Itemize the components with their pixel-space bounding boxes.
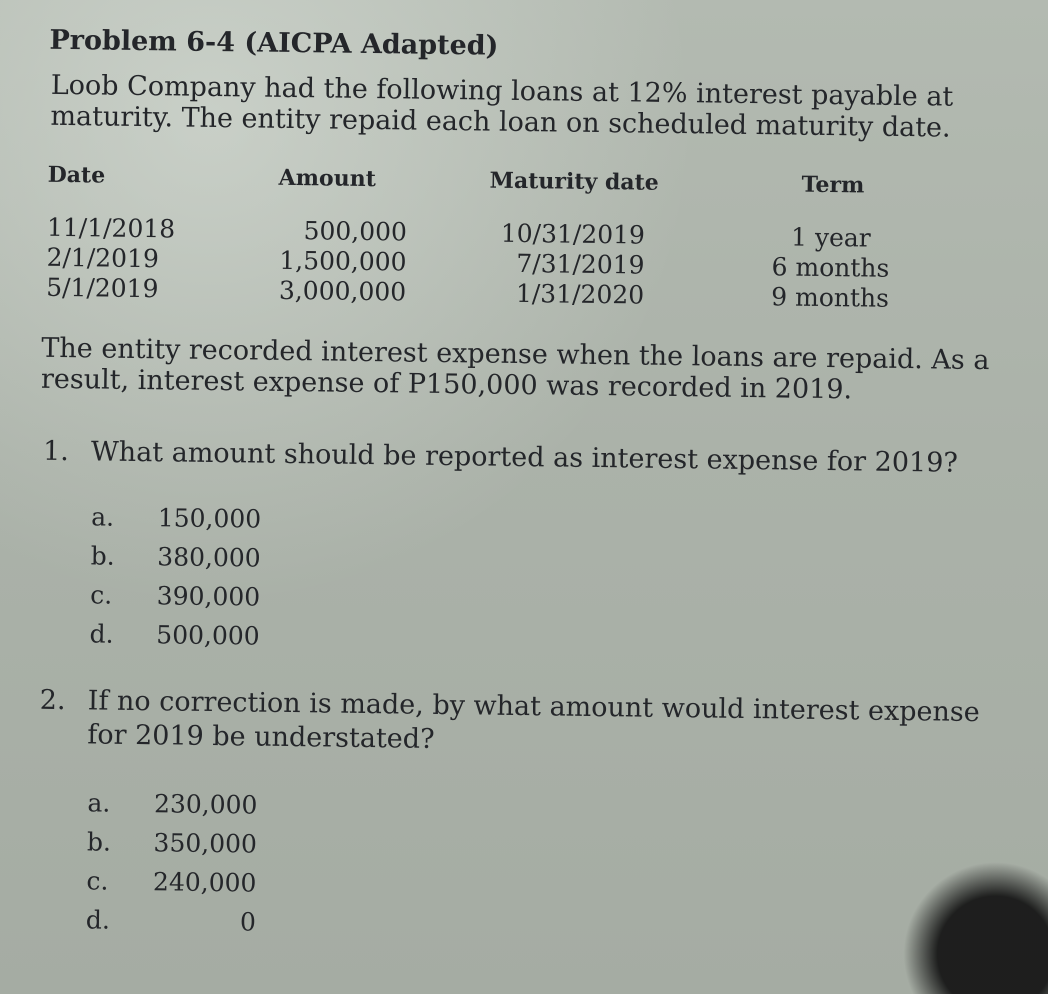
choice-value: 380,000 [157, 542, 261, 573]
maturity-date-column [492, 219, 645, 311]
amount-column [258, 216, 407, 308]
table-cell-date: 2/1/2019 [46, 242, 160, 274]
choice-b [87, 822, 327, 864]
question-number: 2. [39, 684, 66, 717]
question-2 [39, 684, 990, 755]
choice-letter: c. [89, 580, 113, 610]
table-cell-maturity-date: 7/31/2019 [516, 248, 645, 280]
choice-letter: a. [91, 502, 115, 532]
table-cell-maturity-date: 1/31/2020 [515, 278, 645, 310]
choice-value: 390,000 [156, 581, 261, 612]
question-1 [42, 435, 993, 479]
choice-value: 240,000 [152, 867, 257, 898]
term-column-header: Term [801, 171, 865, 199]
interest-recording-paragraph: The entity recorded interest expense when the loans are repaid. As a result, interest expense of P150,000 was recorded in 2019. [40, 332, 990, 406]
question-2-choices [86, 783, 328, 942]
choice-letter: b. [86, 827, 112, 857]
choice-d [89, 614, 329, 656]
choice-value: 230,000 [153, 789, 258, 820]
choice-a [91, 497, 331, 539]
question-1-choices [89, 497, 331, 656]
maturity-date-column-header: Maturity date [489, 167, 659, 196]
question-number: 1. [42, 435, 70, 468]
loans-table [46, 162, 968, 329]
amount-column-header: Amount [278, 164, 377, 193]
table-cell-term: 6 months [771, 252, 890, 283]
choice-value: 0 [239, 907, 257, 937]
table-cell-amount: 1,500,000 [279, 245, 407, 277]
choice-letter: d. [85, 905, 111, 935]
table-cell-maturity-date: 10/31/2019 [500, 218, 646, 250]
table-cell-amount: 3,000,000 [278, 275, 407, 307]
choice-a [87, 783, 327, 825]
date-column [46, 213, 192, 305]
choice-letter: c. [86, 866, 109, 896]
table-cell-amount: 500,000 [303, 216, 408, 247]
date-column-header: Date [47, 161, 106, 189]
term-column [758, 222, 903, 314]
choice-d [86, 900, 326, 942]
choice-value: 500,000 [156, 620, 260, 651]
table-cell-term: 9 months [771, 282, 890, 313]
choice-letter: a. [87, 788, 111, 818]
table-cell-date: 5/1/2019 [46, 272, 159, 304]
choice-letter: d. [89, 619, 114, 649]
choice-value: 150,000 [157, 503, 262, 534]
question-text: If no correction is made, by what amount would interest expense for 2019 be understated? [87, 685, 980, 755]
choice-value: 350,000 [153, 828, 258, 859]
question-text: What amount should be reported as interest expense for 2019? [90, 436, 959, 479]
table-cell-date: 11/1/2018 [46, 212, 176, 244]
choice-c [86, 861, 326, 903]
choice-letter: b. [90, 541, 115, 571]
table-cell-term: 1 year [790, 222, 871, 253]
problem-title: Problem 6-4 (AICPA Adapted) [49, 24, 499, 62]
choice-b [90, 536, 330, 578]
problem-intro: Loob Company had the following loans at 12% interest payable at maturity. The entity repaid each loan on scheduled maturity date. [50, 69, 954, 144]
choice-c [90, 575, 330, 617]
